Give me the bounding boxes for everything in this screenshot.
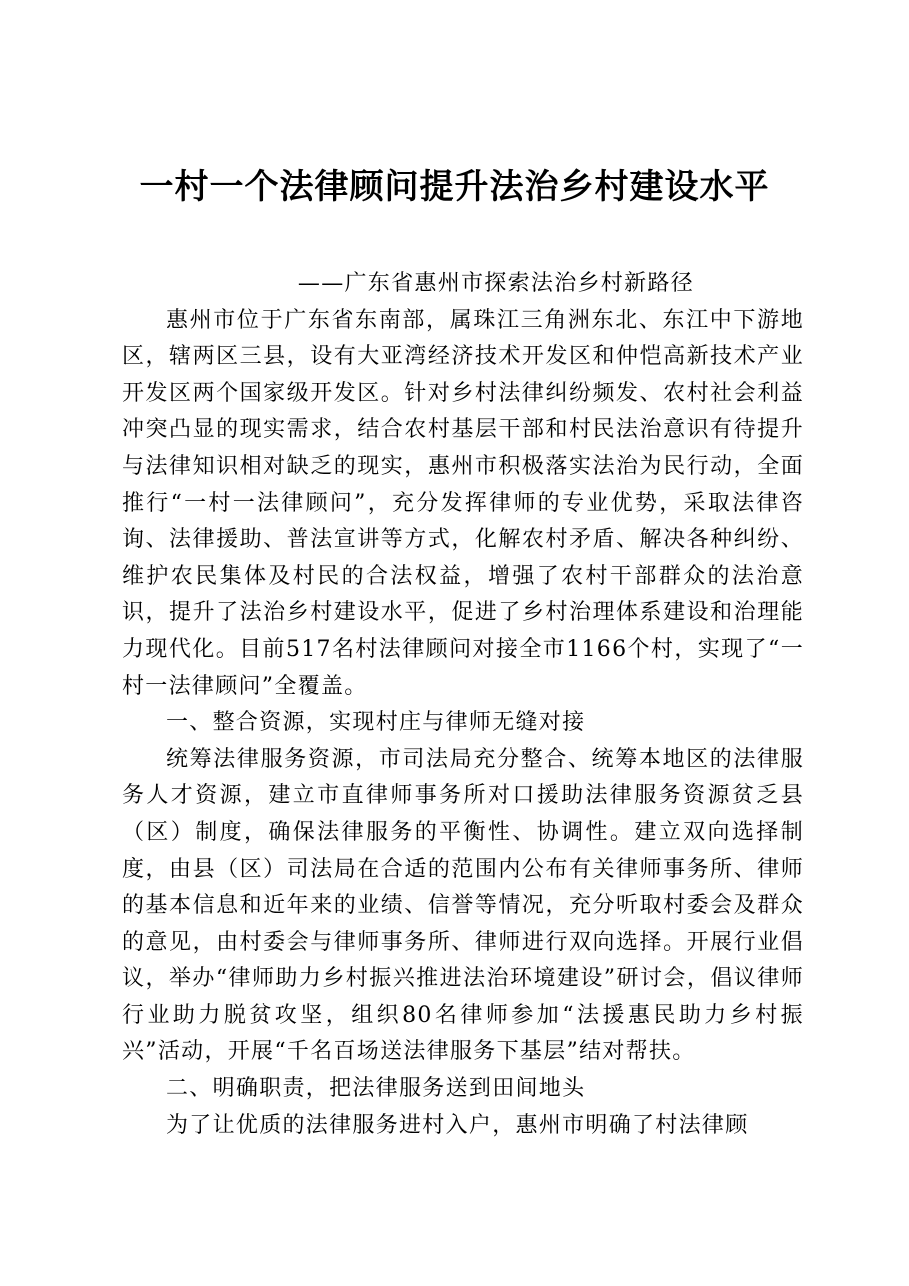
body-paragraph-intro: 惠州市位于广东省东南部，属珠江三角洲东北、东江中下游地区，辖两区三县，设有大亚湾经济技术开发区和仲恺高新技术产业开发区两个国家级开发区。针对乡村法律纠纷频发、农村社会利益冲突凸显的现实需求，结合农村基层干部和村民法治意识有待提升与法律知识相对缺乏的现实，惠州市积极落实法治为民行动，全面推行“一村一法律顾问”，充分发挥律师的专业优势，采取法律咨询、法律援助、普法宣讲等方式，化解农村矛盾、解决各种纠纷、维护农民集体及村民的合法权益，增强了农村干部群众的法治意识，提升了法治乡村建设水平，促进了乡村治理体系建设和治理能力现代化。目前517名村法律顾问对接全市1166个村，实现了“一村一法律顾问”全覆盖。 — [122, 307, 804, 699]
body-paragraph-section-2: 为了让优质的法律服务进村入户，惠州市明确了村法律顾 — [166, 1112, 749, 1138]
section-heading-2: 二、明确职责，把法律服务送到田间地头 — [166, 1076, 586, 1102]
document-subtitle: ——广东省惠州市探索法治乡村新路径 — [297, 271, 694, 296]
body-paragraph-section-1: 统筹法律服务资源，市司法局充分整合、统筹本地区的法律服务人才资源，建立市直律师事务所对口援助法律服务资源贫乏县（区）制度，确保法律服务的平衡性、协调性。建立双向选择制度，由县（区）司法局在合适的范围内公布有关律师事务所、律师的基本信息和近年来的业绩、信誉等情况，充分听取村委会及群众的意见，由村委会与律师事务所、律师进行双向选择。开展行业倡议，举办“律师助力乡村振兴推进法治环境建设”研讨会，倡议律师行业助力脱贫攻坚，组织80名律师参加“法援惠民助力乡村振兴”活动，开展“千名百场送法律服务下基层”结对帮扶。 — [122, 746, 804, 1065]
section-heading-1: 一、整合资源，实现村庄与律师无缝对接 — [166, 710, 586, 736]
document-title: 一村一个法律顾问提升法治乡村建设水平 — [139, 167, 770, 207]
document-body — [122, 266, 804, 1144]
